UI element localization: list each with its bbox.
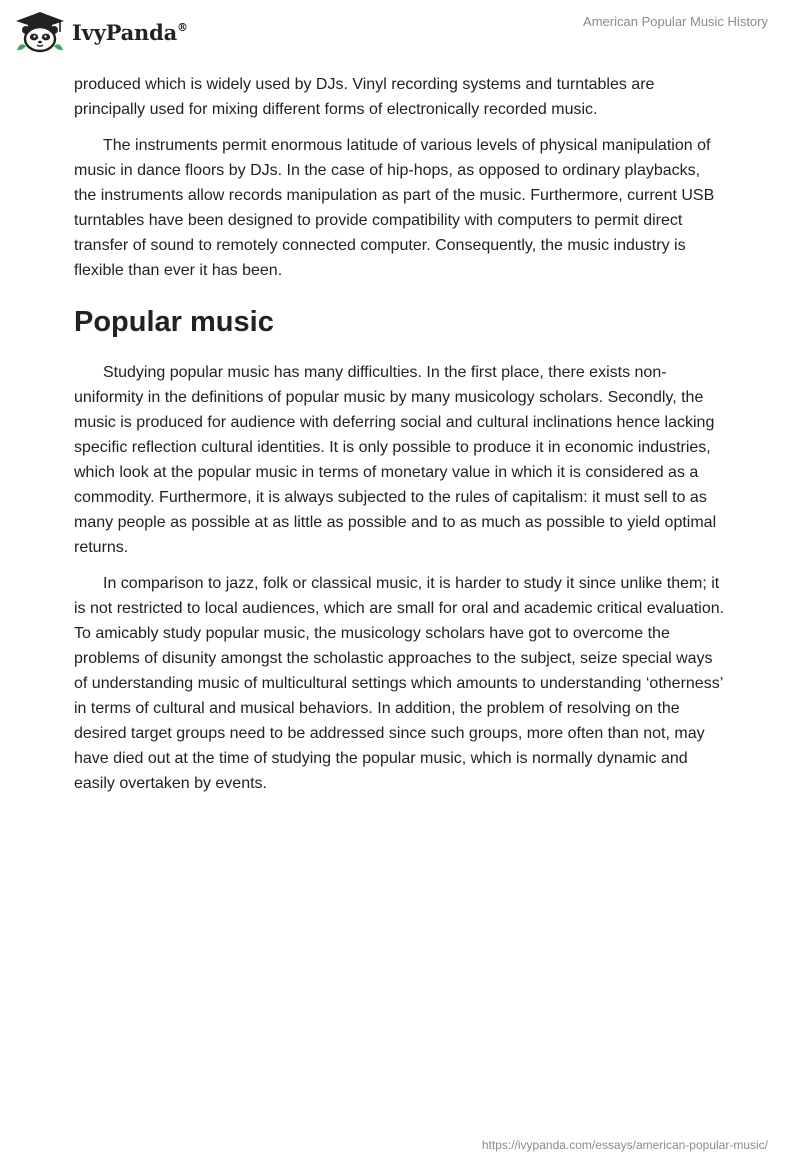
paragraph: In comparison to jazz, folk or classical music, it is harder to study it since unlike them; it is not restricted to local audiences, which are small for oral and academic critical evaluation. To amicably study popular music, the musicology scholars have got to overcome the problems of disunity amongst the scholastic approaches to the subject, seize special ways of understanding music of multicultural settings which amounts to understanding ‘otherness’ in terms of cultural and musical behaviors. In addition, the problem of resolving on the desired target groups need to be addressed since such groups, more often than not, may have died out at the time of studying the popular music, which is normally dynamic and easily overtaken by events. <box>74 575 725 792</box>
paragraph: produced which is widely used by DJs. Vinyl recording systems and turntables are principally used for mixing different forms of electronically recorded music. <box>74 76 655 118</box>
source-url[interactable]: https://ivypanda.com/essays/american-popular-music/ <box>481 1138 768 1152</box>
ivypanda-logo[interactable] <box>14 10 188 54</box>
panda-graduate-icon <box>14 10 66 54</box>
logo-text: IvyPanda® <box>72 19 188 45</box>
paragraph: The instruments permit enormous latitude of various levels of physical manipulation of music in dance floors by DJs. In the case of hip-hops, as opposed to ordinary playbacks, the instruments allow records manipulation as part of the music. Furthermore, current USB turntables have been designed to provide compatibility with computers to permit direct transfer of sound to remotely connected computer. Consequently, the music industry is flexible than ever it has been. <box>74 137 715 279</box>
section-heading: Popular music <box>74 306 274 338</box>
page-header <box>0 0 800 70</box>
essay-content <box>74 72 726 807</box>
document-title: American Popular Music History <box>583 14 768 29</box>
paragraph: Studying popular music has many difficulties. In the first place, there exists non-uniformity in the definitions of popular music by many musicology scholars. Secondly, the music is produced for audience with deferring social and cultural inclinations hence lacking specific reflection cultural identities. It is only possible to produce it in economic industries, which look at the popular music in terms of monetary value in which it is considered as a commodity. Furthermore, it is always subjected to the rules of capitalism: it must sell to as many people as possible at as little as possible and to as much as possible to yield optimal returns. <box>74 364 717 556</box>
